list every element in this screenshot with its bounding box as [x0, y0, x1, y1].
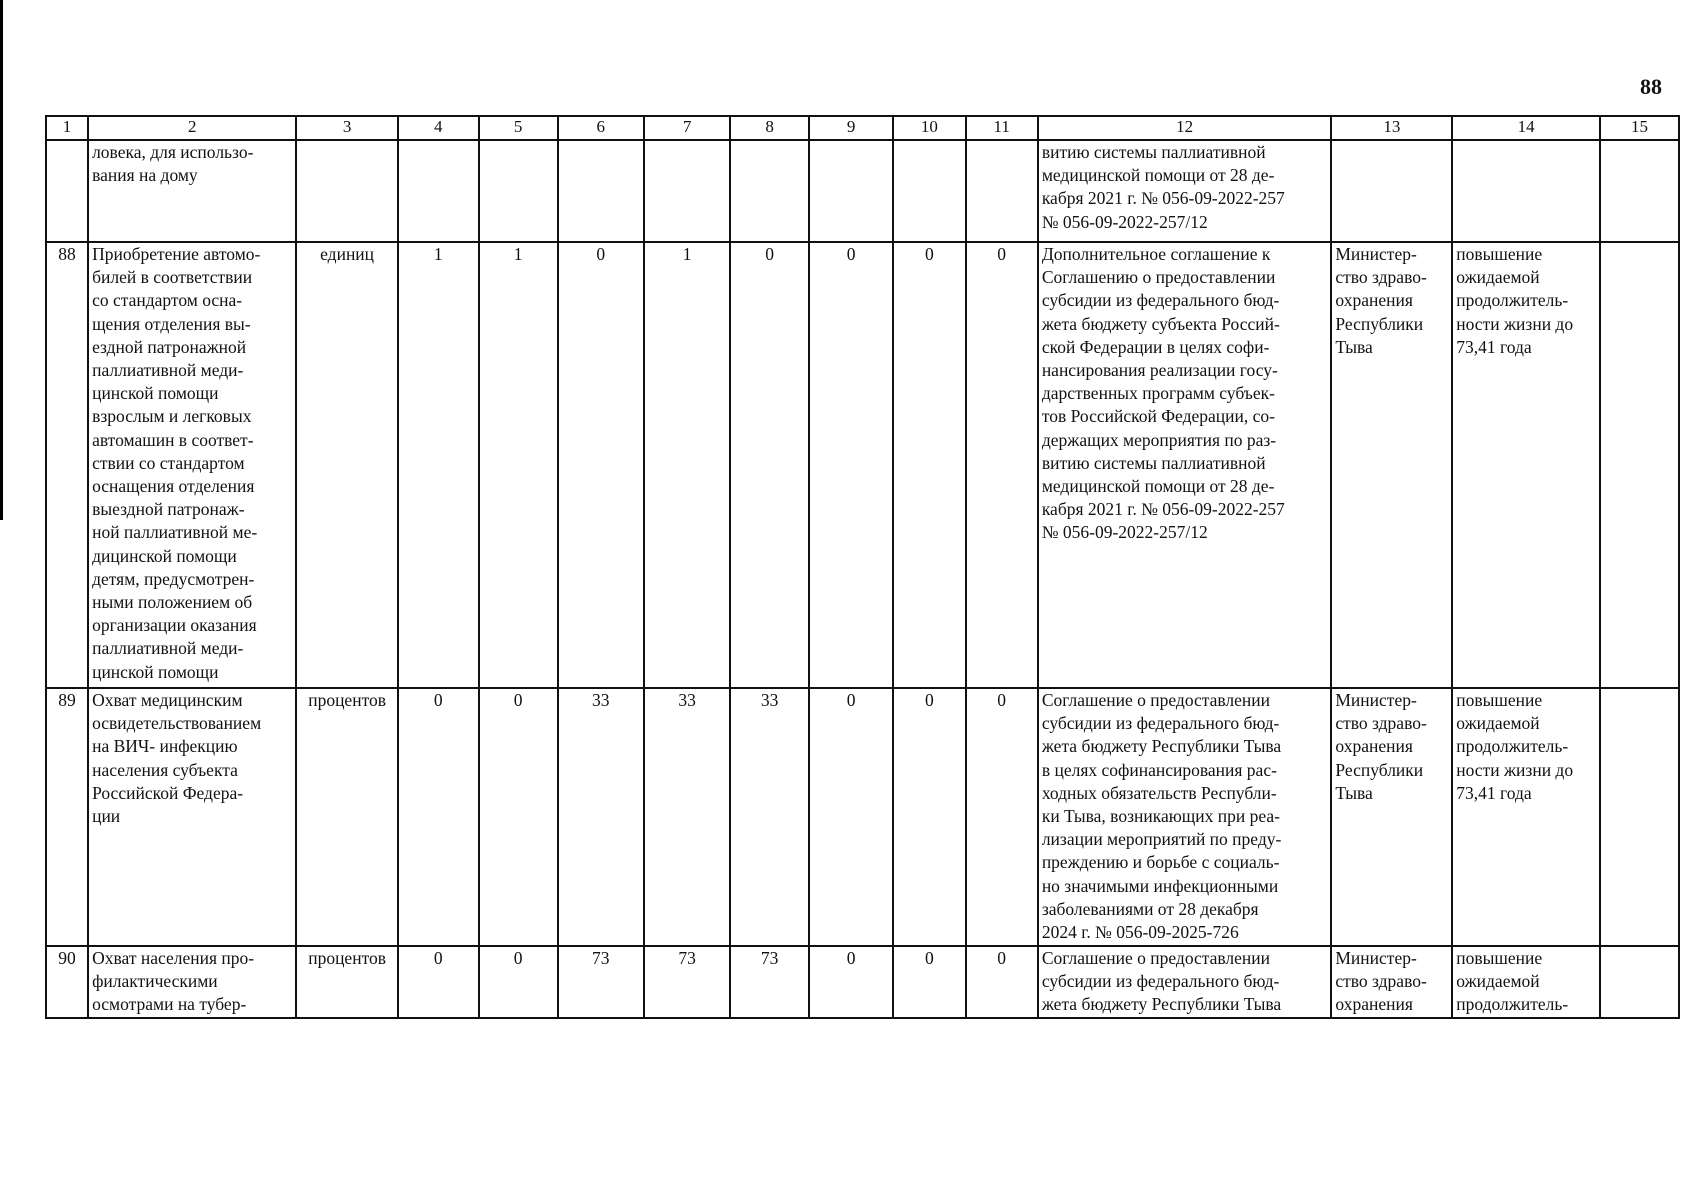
basis-document-line: нансирования реализации госу- — [1041, 360, 1278, 381]
basis-document-line: ской Федерации в целях софи- — [1041, 336, 1270, 357]
basis-document-line: № 056-09-2022-257/12 — [1041, 522, 1208, 543]
expected-result-line: ожидаемой — [1456, 713, 1540, 734]
table-row — [46, 140, 1679, 242]
indicator-name-line: паллиативной меди- — [92, 360, 244, 381]
column-numbers-row — [46, 116, 1679, 140]
value-cell: 1 — [479, 242, 558, 688]
indicator-name-line: ловека, для использо- — [92, 142, 254, 162]
expected-result-line: повышение — [1456, 690, 1543, 710]
indicator-name-line: осмотрами на тубер- — [92, 994, 247, 1015]
basis-document — [1038, 140, 1332, 242]
basis-document-line: № 056-09-2022-257/12 — [1041, 211, 1208, 232]
column-number-9: 9 — [809, 116, 893, 140]
measures-table — [45, 115, 1680, 1019]
indicator-name-line: на ВИЧ- инфекцию — [92, 736, 238, 757]
expected-result — [1452, 946, 1600, 1018]
responsible-body-line: Тыва — [1335, 336, 1373, 357]
basis-document-line: но значимыми инфекционными — [1041, 875, 1279, 896]
responsible-body — [1331, 242, 1452, 688]
indicator-name-line: цинской помощи — [92, 661, 219, 682]
basis-document-line: субсидии из федерального бюд- — [1041, 290, 1280, 311]
basis-document-line: жета бюджету Республики Тыва — [1041, 994, 1282, 1015]
indicator-name-line: ствии со стандартом — [92, 452, 245, 473]
basis-document-line: дарственных программ субъек- — [1041, 383, 1275, 404]
indicator-name-line: дицинской помощи — [92, 545, 237, 566]
column-number-3: 3 — [296, 116, 397, 140]
row-number: 89 — [46, 688, 88, 946]
expected-result-line: 73,41 года — [1456, 782, 1532, 803]
responsible-body-line: охранения — [1335, 290, 1413, 311]
indicator-name-line: ной паллиативной ме- — [92, 522, 258, 543]
basis-document-line: жета бюджету Республики Тыва — [1041, 736, 1282, 757]
indicator-name-line: ции — [92, 806, 121, 827]
value-cell: 0 — [893, 688, 965, 946]
basis-document-line: лизации мероприятий по преду- — [1041, 829, 1282, 850]
unit-cell: единиц — [296, 242, 397, 688]
expected-result-line: повышение — [1456, 244, 1543, 264]
indicator-name-line: детям, предусмотрен- — [92, 568, 255, 589]
indicator-name-line: билей в соответствии — [92, 267, 253, 288]
responsible-body-line: Тыва — [1335, 782, 1373, 803]
responsible-body-line: Министер- — [1335, 690, 1417, 710]
value-cell: 0 — [809, 242, 893, 688]
value-cell: 0 — [558, 242, 644, 688]
responsible-body — [1331, 688, 1452, 946]
responsible-body — [1331, 140, 1452, 242]
basis-document-line: тов Российской Федерации, со- — [1041, 406, 1275, 427]
table-row — [46, 946, 1679, 1018]
basis-document-line: медицинской помощи от 28 де- — [1041, 165, 1275, 186]
value-cell: 0 — [893, 242, 965, 688]
value-cell — [644, 140, 730, 242]
indicator-name — [88, 688, 296, 946]
value-cell: 0 — [479, 946, 558, 1018]
indicator-name-line: Приобретение автомо- — [92, 244, 261, 264]
expected-result-line: ожидаемой — [1456, 267, 1540, 288]
indicator-name-line: паллиативной меди- — [92, 638, 244, 659]
unit-cell: процентов — [296, 946, 397, 1018]
indicator-name-line: со стандартом осна- — [92, 290, 243, 311]
value-cell: 1 — [398, 242, 479, 688]
column-number-1: 1 — [46, 116, 88, 140]
indicator-name-line: освидетельствованием — [92, 713, 262, 734]
column-number-2: 2 — [88, 116, 296, 140]
indicator-name-line: Охват медицинским — [92, 690, 243, 710]
column-number-8: 8 — [730, 116, 809, 140]
value-cell: 33 — [558, 688, 644, 946]
indicator-name — [88, 946, 296, 1018]
indicator-name-line: организации оказания — [92, 615, 257, 636]
column-15-cell — [1600, 140, 1679, 242]
basis-document-line: ки Тыва, возникающих при реа- — [1041, 806, 1280, 827]
responsible-body-line: Республики — [1335, 759, 1424, 780]
unit-cell — [296, 140, 397, 242]
responsible-body-line: ство здраво- — [1335, 267, 1427, 288]
column-number-6: 6 — [558, 116, 644, 140]
column-number-12: 12 — [1038, 116, 1332, 140]
value-cell — [730, 140, 809, 242]
responsible-body — [1331, 946, 1452, 1018]
column-number-13: 13 — [1331, 116, 1452, 140]
value-cell: 0 — [479, 688, 558, 946]
indicator-name — [88, 242, 296, 688]
basis-document-line: Соглашение о предоставлении — [1041, 690, 1271, 710]
responsible-body-line: Министер- — [1335, 244, 1417, 264]
expected-result-line: продолжитель- — [1456, 290, 1569, 311]
column-number-11: 11 — [966, 116, 1038, 140]
basis-document-line: кабря 2021 г. № 056-09-2022-257 — [1041, 499, 1285, 520]
column-15-cell — [1600, 688, 1679, 946]
value-cell: 1 — [644, 242, 730, 688]
expected-result-line: ности жизни до — [1456, 313, 1574, 334]
indicator-name-line: филактическими — [92, 971, 218, 992]
expected-result — [1452, 140, 1600, 242]
value-cell: 0 — [893, 946, 965, 1018]
indicator-name-line: населения субъекта — [92, 759, 238, 780]
basis-document-line: медицинской помощи от 28 де- — [1041, 476, 1275, 497]
expected-result — [1452, 242, 1600, 688]
indicator-name-line: ездной патронажной — [92, 336, 247, 357]
column-number-15: 15 — [1600, 116, 1679, 140]
expected-result-line: продолжитель- — [1456, 736, 1569, 757]
value-cell: 0 — [809, 688, 893, 946]
basis-document-line: витию системы паллиативной — [1041, 142, 1266, 162]
basis-document-line: витию системы паллиативной — [1041, 452, 1266, 473]
expected-result-line: продолжитель- — [1456, 994, 1569, 1015]
value-cell — [558, 140, 644, 242]
expected-result — [1452, 688, 1600, 946]
basis-document — [1038, 242, 1332, 688]
indicator-name-line: Охват населения про- — [92, 948, 255, 968]
basis-document-line: жета бюджету субъекта Россий- — [1041, 313, 1280, 334]
column-number-14: 14 — [1452, 116, 1600, 140]
indicator-name-line: щения отделения вы- — [92, 313, 251, 334]
indicator-name-line: цинской помощи — [92, 383, 219, 404]
value-cell: 73 — [730, 946, 809, 1018]
indicator-name-line: автомашин в соответ- — [92, 429, 254, 450]
column-number-4: 4 — [398, 116, 479, 140]
page-number: 88 — [1640, 74, 1662, 99]
column-number-5: 5 — [479, 116, 558, 140]
value-cell — [398, 140, 479, 242]
value-cell: 0 — [730, 242, 809, 688]
indicator-name-line: взрослым и легковых — [92, 406, 252, 427]
responsible-body-line: охранения — [1335, 994, 1413, 1015]
value-cell: 0 — [966, 688, 1038, 946]
indicator-name-line: выездной патронаж- — [92, 499, 245, 520]
value-cell: 0 — [398, 946, 479, 1018]
basis-document-line: субсидии из федерального бюд- — [1041, 713, 1280, 734]
value-cell: 73 — [558, 946, 644, 1018]
value-cell — [809, 140, 893, 242]
column-15-cell — [1600, 946, 1679, 1018]
indicator-name-line: Российской Федера- — [92, 782, 244, 803]
responsible-body-line: охранения — [1335, 736, 1413, 757]
indicator-name-line: оснащения отделения — [92, 476, 255, 497]
basis-document-line: ходных обязательств Республи- — [1041, 782, 1277, 803]
responsible-body-line: ство здраво- — [1335, 713, 1427, 734]
value-cell — [893, 140, 965, 242]
value-cell — [966, 140, 1038, 242]
value-cell: 0 — [966, 946, 1038, 1018]
basis-document-line: преждению и борьбе с социаль- — [1041, 852, 1280, 873]
row-number — [46, 140, 88, 242]
expected-result-line: ожидаемой — [1456, 971, 1540, 992]
value-cell: 0 — [398, 688, 479, 946]
responsible-body-line: Республики — [1335, 313, 1424, 334]
basis-document-line: держащих мероприятия по раз- — [1041, 429, 1277, 450]
row-number: 90 — [46, 946, 88, 1018]
basis-document-line: кабря 2021 г. № 056-09-2022-257 — [1041, 188, 1285, 209]
basis-document-line: 2024 г. № 056-09-2025-726 — [1041, 922, 1239, 943]
indicator-name — [88, 140, 296, 242]
unit-cell: процентов — [296, 688, 397, 946]
indicator-name-line: вания на дому — [92, 165, 198, 186]
expected-result-line: повышение — [1456, 948, 1543, 968]
value-cell: 73 — [644, 946, 730, 1018]
value-cell: 33 — [730, 688, 809, 946]
table-row — [46, 688, 1679, 946]
basis-document-line: Соглашение о предоставлении — [1041, 948, 1271, 968]
basis-document — [1038, 946, 1332, 1018]
table-row — [46, 242, 1679, 688]
column-number-7: 7 — [644, 116, 730, 140]
scan-edge-line — [0, 0, 3, 520]
basis-document-line: заболеваниями от 28 декабря — [1041, 898, 1259, 919]
expected-result-line: 73,41 года — [1456, 336, 1532, 357]
basis-document-line: Дополнительное соглашение к — [1041, 244, 1271, 264]
basis-document-line: субсидии из федерального бюд- — [1041, 971, 1280, 992]
expected-result-line: ности жизни до — [1456, 759, 1574, 780]
basis-document-line: Соглашению о предоставлении — [1041, 267, 1276, 288]
value-cell: 0 — [809, 946, 893, 1018]
column-number-10: 10 — [893, 116, 965, 140]
value-cell: 0 — [966, 242, 1038, 688]
indicator-name-line: ными положением об — [92, 592, 253, 613]
row-number: 88 — [46, 242, 88, 688]
value-cell — [479, 140, 558, 242]
basis-document — [1038, 688, 1332, 946]
column-15-cell — [1600, 242, 1679, 688]
basis-document-line: в целях софинансирования рас- — [1041, 759, 1277, 780]
responsible-body-line: Министер- — [1335, 948, 1417, 968]
value-cell: 33 — [644, 688, 730, 946]
responsible-body-line: ство здраво- — [1335, 971, 1427, 992]
